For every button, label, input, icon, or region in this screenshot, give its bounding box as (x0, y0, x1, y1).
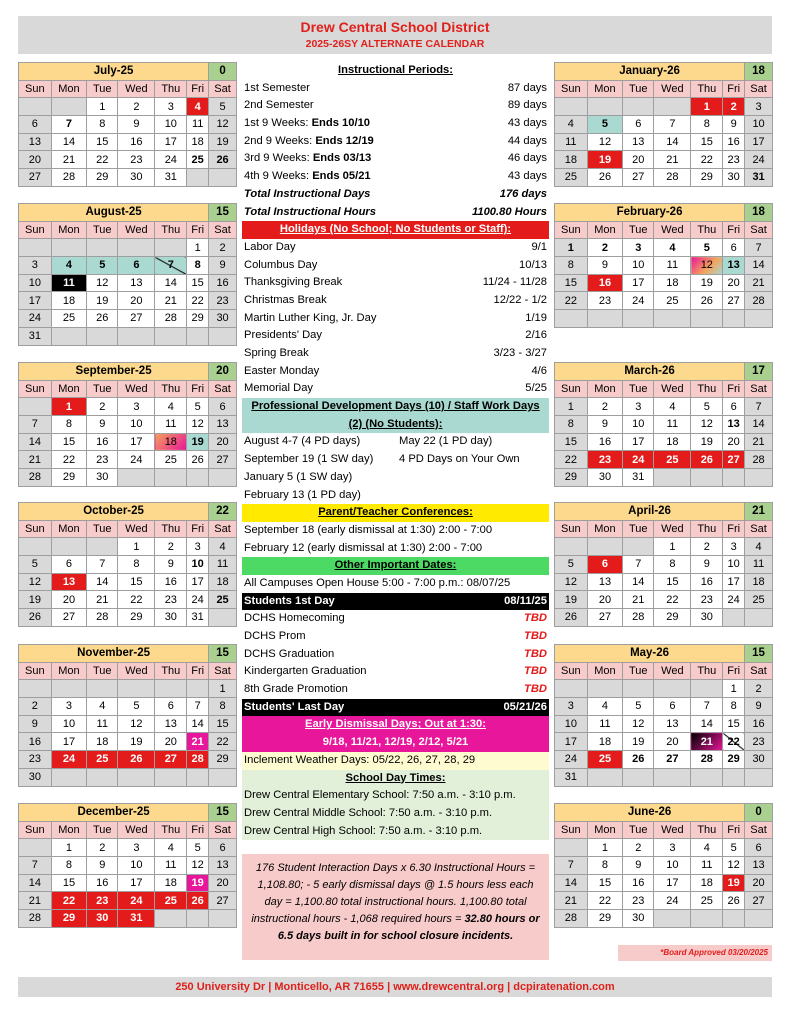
day-count: 15 (209, 204, 237, 222)
day-name: Wed (118, 221, 155, 239)
pd-title-line2: (2) (No Students): (242, 416, 549, 434)
holidays-title: Holidays (No School; No Students or Staff): (242, 221, 549, 239)
calendar-february-26: February-26 18 Sun Mon Tue Wed Thu Fri Sat 1 2 3 4 5 6 7 8 9 10 11 12 13 14 15 16 17 18 19 20 21 22 23 24 25 26 27 28 (554, 203, 773, 328)
day-name: Tue (87, 520, 118, 538)
pd-row: September 19 (1 SW day) 4 PD Days on Your Own (244, 453, 520, 466)
day-name: Mon (587, 80, 623, 98)
day-name: Fri (187, 821, 209, 839)
day-name: Tue (623, 821, 654, 839)
day-name: Tue (623, 520, 654, 538)
day-name: Sun (555, 221, 588, 239)
info-column (242, 62, 549, 840)
day-name: Fri (187, 380, 209, 398)
day-name: Thu (155, 380, 187, 398)
day-name: Tue (623, 80, 654, 98)
hours-calculation-note: 176 Student Interaction Days x 6.30 Instructional Hours = 1,108.80; - 5 early dismissal days @ 1.5 hours less each day = 1,100.80 total instructional hours. 1,100.80 total instructional hours - 1,068 required hours = 32.80 hours or 6.5 days built in for school closure incidents. (242, 854, 549, 960)
month-title: June-26 (555, 804, 745, 822)
day-name: Mon (51, 80, 87, 98)
day-name: Mon (51, 662, 87, 680)
day-count: 21 (745, 503, 773, 521)
day-name: Tue (87, 821, 118, 839)
calendar-july-25: July-25 0 Sun Mon Tue Wed Thu Fri Sat 1 2 3 4 5 6 7 8 9 10 11 12 13 14 15 16 17 18 19 20 21 22 23 24 25 26 27 28 29 30 31 (18, 62, 237, 187)
day-name: Sun (19, 221, 52, 239)
calendar-august-25: August-25 15 Sun Mon Tue Wed Thu Fri Sat 1 2 3 4 5 6 7 8 9 10 11 12 13 14 15 16 17 18 19 20 21 22 23 24 25 26 27 28 29 30 31 (18, 203, 237, 346)
calendar-october-25: October-25 22 Sun Mon Tue Wed Thu Fri Sat 1 2 3 4 5 6 7 8 9 10 11 12 13 14 15 16 17 18 19 20 21 22 23 24 25 26 27 28 29 30 31 (18, 502, 237, 627)
day-name: Sat (745, 662, 773, 680)
day-name: Fri (187, 221, 209, 239)
day-name: Thu (155, 80, 187, 98)
day-name: Fri (723, 80, 745, 98)
inclement-weather-row: Inclement Weather Days: 05/22, 26, 27, 28, 29 (242, 752, 549, 770)
day-name: Tue (87, 662, 118, 680)
day-name: Mon (587, 221, 623, 239)
holiday-row: Christmas Break 12/22 - 1/2 (244, 293, 547, 306)
day-name: Mon (587, 821, 623, 839)
month-title: September-25 (19, 363, 209, 381)
day-count: 22 (209, 503, 237, 521)
pd-title-line1: Professional Development Days (10) / Staff Work Days (242, 398, 549, 416)
holiday-row: Thanksgiving Break 11/24 - 11/28 (244, 276, 547, 289)
day-name: Wed (118, 662, 155, 680)
footer-contact: 250 University Dr | Monticello, AR 71655 | www.drewcentral.org | dcpiratenation.com (18, 977, 772, 997)
holiday-row: Columbus Day 10/13 (244, 258, 547, 271)
district-name: Drew Central School District (300, 19, 490, 35)
day-name: Mon (51, 821, 87, 839)
day-name: Wed (654, 662, 691, 680)
day-name: Wed (654, 221, 691, 239)
day-name: Mon (51, 380, 87, 398)
early-dismissal-title: Early Dismissal Days; Out at 1:30: (242, 716, 549, 734)
day-name: Sat (745, 821, 773, 839)
month-title: October-25 (19, 503, 209, 521)
total-days-row: Total Instructional Days 176 days (244, 187, 547, 200)
day-name: Sun (555, 380, 588, 398)
event-row: DCHS Prom TBD (244, 630, 547, 642)
day-name: Tue (87, 380, 118, 398)
day-name: Mon (51, 520, 87, 538)
day-name: Tue (87, 221, 118, 239)
day-name: Tue (87, 80, 118, 98)
first-day-row: Students 1st Day 08/11/25 (242, 593, 549, 611)
day-count: 15 (209, 804, 237, 822)
school-times-box (242, 770, 549, 841)
period-row: 2nd Semester 89 days (244, 99, 547, 112)
holiday-row: Spring Break 3/23 - 3/27 (244, 347, 547, 359)
day-name: Fri (723, 821, 745, 839)
month-title: April-26 (555, 503, 745, 521)
day-name: Tue (623, 380, 654, 398)
day-name: Thu (155, 221, 187, 239)
day-name: Mon (51, 221, 87, 239)
period-row: 3rd 9 Weeks: Ends 03/13 46 days (244, 152, 547, 165)
day-name: Thu (691, 221, 723, 239)
conference-row: September 18 (early dismissal at 1:30) 2:00 - 7:00 (244, 523, 493, 536)
day-name: Wed (118, 80, 155, 98)
day-name: Wed (654, 520, 691, 538)
pd-row: February 13 (1 PD day) (244, 488, 361, 501)
day-name: Sun (19, 520, 52, 538)
day-name: Sat (209, 221, 237, 239)
day-name: Mon (587, 380, 623, 398)
pd-row: January 5 (1 SW day) (244, 470, 353, 483)
school-time-row: Drew Central Elementary School: 7:50 a.m. - 3:10 p.m. (244, 789, 516, 802)
board-approved-note: *Board Approved 03/20/2025 (618, 945, 772, 961)
day-name: Fri (187, 662, 209, 680)
day-count: 17 (745, 363, 773, 381)
period-row: 4th 9 Weeks: Ends 05/21 43 days (244, 170, 547, 183)
header-banner (18, 16, 772, 54)
day-count: 20 (209, 363, 237, 381)
day-name: Thu (691, 380, 723, 398)
day-name: Sat (745, 80, 773, 98)
event-row: DCHS Homecoming TBD (244, 612, 547, 625)
day-name: Thu (691, 662, 723, 680)
calendar-subtitle: 2025-26SY ALTERNATE CALENDAR (305, 38, 485, 50)
day-name: Wed (118, 821, 155, 839)
day-name: Sat (745, 520, 773, 538)
day-name: Fri (723, 221, 745, 239)
calendar-june-26: June-26 0 Sun Mon Tue Wed Thu Fri Sat 1 2 3 4 5 6 7 8 9 10 11 12 13 14 15 16 17 18 19 20 21 22 23 24 25 26 27 28 29 30 (554, 803, 773, 928)
day-name: Wed (118, 380, 155, 398)
day-name: Sat (209, 520, 237, 538)
holiday-row: Martin Luther King, Jr. Day 1/19 (244, 311, 547, 324)
day-name: Sat (209, 662, 237, 680)
calendar-november-25: November-25 15 Sun Mon Tue Wed Thu Fri Sat 1 2 3 4 5 6 7 8 9 10 11 12 13 14 15 16 17 18 19 20 21 22 23 24 25 26 27 28 29 30 (18, 644, 237, 787)
day-name: Sat (745, 380, 773, 398)
holiday-row: Labor Day 9/1 (244, 240, 547, 253)
day-name: Thu (155, 821, 187, 839)
day-name: Tue (623, 221, 654, 239)
day-name: Wed (654, 821, 691, 839)
day-name: Thu (691, 80, 723, 98)
important-dates-title: Other Important Dates: (242, 557, 549, 575)
total-hours-row: Total Instructional Hours 1100.80 Hours (244, 205, 547, 218)
pd-row: August 4-7 (4 PD days) May 22 (1 PD day) (244, 435, 493, 448)
month-title: February-26 (555, 204, 745, 222)
early-dismissal-dates: 9/18, 11/21, 12/19, 2/12, 5/21 (242, 734, 549, 752)
calendar-december-25: December-25 15 Sun Mon Tue Wed Thu Fri Sat 1 2 3 4 5 6 7 8 9 10 11 12 13 14 15 16 17 18 19 20 21 22 23 24 25 26 27 28 29 30 31 (18, 803, 237, 928)
day-name: Sat (745, 221, 773, 239)
period-row: 1st Semester 87 days (244, 81, 547, 94)
day-name: Sun (19, 80, 52, 98)
day-name: Wed (654, 80, 691, 98)
day-name: Mon (587, 662, 623, 680)
day-name: Thu (691, 821, 723, 839)
day-name: Fri (187, 80, 209, 98)
day-name: Sat (209, 80, 237, 98)
day-name: Fri (723, 520, 745, 538)
day-name: Sat (209, 380, 237, 398)
day-name: Sun (19, 662, 52, 680)
day-name: Sun (19, 821, 52, 839)
day-name: Tue (623, 662, 654, 680)
day-name: Fri (723, 662, 745, 680)
day-name: Sun (555, 662, 588, 680)
day-name: Mon (587, 520, 623, 538)
day-count: 18 (745, 63, 773, 81)
holiday-row: Memorial Day 5/25 (244, 382, 547, 395)
month-title: December-25 (19, 804, 209, 822)
holiday-row: Easter Monday 4/6 (244, 364, 547, 377)
event-row: DCHS Graduation TBD (244, 647, 547, 660)
last-day-row: Students' Last Day 05/21/26 (242, 699, 549, 717)
school-time-row: Drew Central Middle School: 7:50 a.m. - 3:10 p.m. (244, 806, 493, 819)
period-row: 1st 9 Weeks: Ends 10/10 43 days (244, 117, 547, 130)
day-name: Sun (555, 821, 588, 839)
day-name: Wed (654, 380, 691, 398)
instructional-periods-title: Instructional Periods: (338, 64, 453, 76)
holiday-row: Presidents' Day 2/16 (244, 329, 547, 342)
day-name: Wed (118, 520, 155, 538)
day-name: Sun (19, 380, 52, 398)
day-count: 0 (209, 63, 237, 81)
month-title: November-25 (19, 645, 209, 663)
day-count: 15 (745, 645, 773, 663)
day-name: Sun (555, 80, 588, 98)
month-title: July-25 (19, 63, 209, 81)
day-name: Sun (555, 520, 588, 538)
day-count: 18 (745, 204, 773, 222)
calendar-may-26: May-26 15 Sun Mon Tue Wed Thu Fri Sat 1 2 3 4 5 6 7 8 9 10 11 12 13 14 15 16 17 18 19 20 21 22 23 24 25 26 27 28 29 30 31 (554, 644, 773, 787)
event-row: Kindergarten Graduation TBD (244, 665, 547, 678)
month-title: May-26 (555, 645, 745, 663)
day-name: Thu (155, 662, 187, 680)
conferences-title: Parent/Teacher Conferences: (242, 504, 549, 522)
day-count: 0 (745, 804, 773, 822)
period-row: 2nd 9 Weeks: Ends 12/19 44 days (244, 134, 547, 147)
school-time-row: Drew Central High School: 7:50 a.m. - 3:10 p.m. (244, 824, 483, 837)
month-title: August-25 (19, 204, 209, 222)
conference-row: February 12 (early dismissal at 1:30) 2:00 - 7:00 (244, 541, 483, 554)
event-row: 8th Grade Promotion TBD (244, 683, 547, 696)
open-house-row: All Campuses Open House 5:00 - 7:00 p.m.: 08/07/25 (244, 576, 511, 589)
calendar-april-26: April-26 21 Sun Mon Tue Wed Thu Fri Sat 1 2 3 4 5 6 7 8 9 10 11 12 13 14 15 16 17 18 19 20 21 22 23 24 25 26 27 28 29 30 (554, 502, 773, 627)
day-name: Sat (209, 821, 237, 839)
day-name: Thu (155, 520, 187, 538)
month-title: January-26 (555, 63, 745, 81)
month-title: March-26 (555, 363, 745, 381)
school-times-title: School Day Times: (345, 771, 446, 784)
calendar-january-26: January-26 18 Sun Mon Tue Wed Thu Fri Sat 1 2 3 4 5 6 7 8 9 10 11 12 13 14 15 16 17 18 19 20 21 22 23 24 25 26 27 28 29 30 31 (554, 62, 773, 187)
calendar-march-26: March-26 17 Sun Mon Tue Wed Thu Fri Sat 1 2 3 4 5 6 7 8 9 10 11 12 13 14 15 16 17 18 19 20 21 22 23 24 25 26 27 28 29 30 31 (554, 362, 773, 487)
day-name: Thu (691, 520, 723, 538)
calendar-september-25: September-25 20 Sun Mon Tue Wed Thu Fri Sat 1 2 3 4 5 6 7 8 9 10 11 12 13 14 15 16 17 18 19 20 21 22 23 24 25 26 27 28 29 30 (18, 362, 237, 487)
day-name: Fri (187, 520, 209, 538)
day-count: 15 (209, 645, 237, 663)
day-name: Fri (723, 380, 745, 398)
